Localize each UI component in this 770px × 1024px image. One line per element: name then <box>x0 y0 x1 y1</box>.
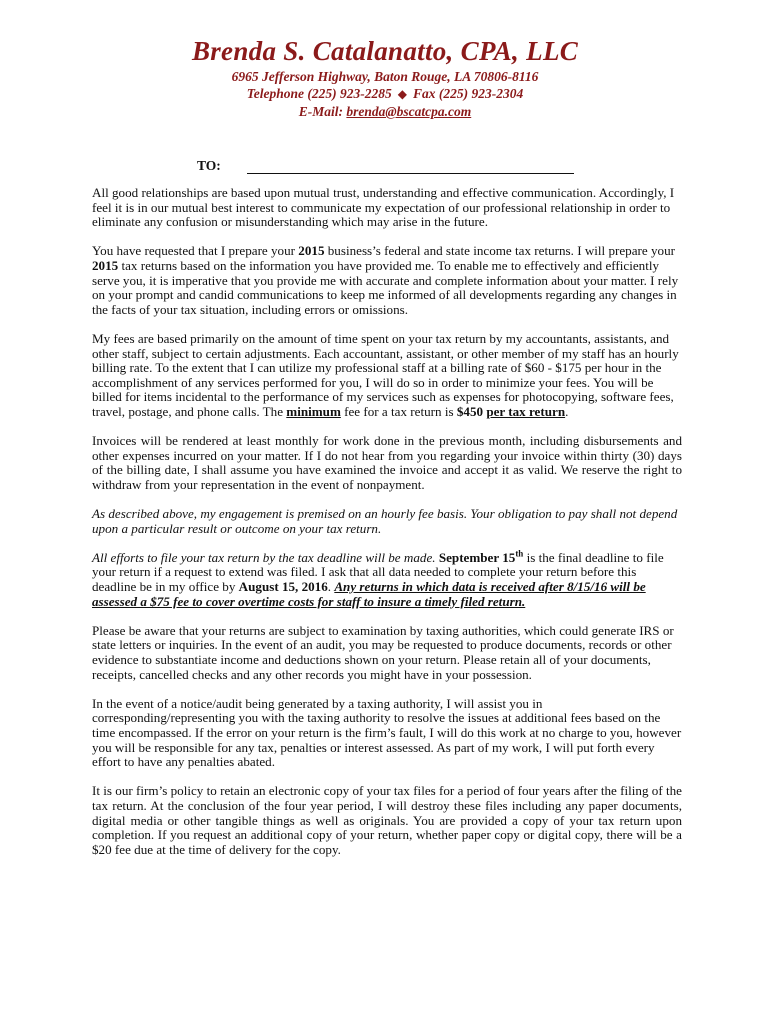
to-label: TO: <box>197 158 221 173</box>
paragraph-fees <box>92 332 682 420</box>
p3-text-a: My fees are based primarily on the amount of time spent on your tax return by my accountants, assistants, and other staff, subject to certain adjustments. Each accountant, assistant, or other member of my staff has an hourly billing rate. To the extent that I can utilize my professional staff at a billing rate of $60 - $175 per hour in the accomplishment of any services performed for you, I will do so in order to minimize your fees. You will be billed for items incidental to the performance of my services such as expenses for photocopying, software fees, travel, postage, and phone calls. The <box>92 330 679 419</box>
p2-text-a: You have requested that I prepare your <box>92 243 299 259</box>
deadline-date <box>439 550 524 565</box>
diamond-icon: ◆ <box>397 87 407 101</box>
letterhead <box>0 34 770 120</box>
paragraph-examination: Please be aware that your returns are subject to examination by taxing authorities, which could generate IRS or state letters or inquiries. In the event of an audit, you may be requested to produce documents, records or other evidence to substantiate income and deductions shown on your return. Please retain all of your documents, receipts, cancelled checks and any other records you might have in your possession. <box>92 622 674 682</box>
email-link[interactable]: brenda@bscatcpa.com <box>346 104 472 119</box>
p6-text-b: is the final deadline to file your return if a request to extend was filed. I ask that all data needed to complete your return before this deadline be in my office by <box>92 549 664 595</box>
email-label: E-Mail: <box>298 104 344 119</box>
recipient-blank-line <box>247 161 574 174</box>
recipient-row <box>197 158 574 174</box>
tax-year: 2015 <box>298 243 325 259</box>
p3-text-b: fee for a tax return is <box>340 403 457 419</box>
contact-email <box>0 103 770 120</box>
minimum-fee-amount: $450 <box>456 403 484 419</box>
telephone: Telephone (225) 923-2285 <box>246 86 392 101</box>
firm-address: 6965 Jefferson Highway, Baton Rouge, LA 70806-8116 <box>231 69 539 84</box>
late-fee-notice: Any returns in which data is received after 8/15/16 will be assessed a $75 fee to cover overtime costs for staff to insure a timely filed return. <box>92 579 646 609</box>
p6-text-c: . <box>327 579 335 595</box>
firm-name: Brenda S. Catalanatto, CPA, LLC <box>191 36 579 66</box>
paragraph-deadline <box>92 548 682 609</box>
deadline-text: September 15 <box>438 549 516 565</box>
fax: Fax (225) 923-2304 <box>412 86 524 101</box>
contact-phone-fax <box>0 85 770 103</box>
paragraph-tax-returns <box>92 244 682 317</box>
tax-year: 2015 <box>92 257 119 273</box>
minimum-word: minimum <box>286 403 341 419</box>
paragraph-hourly-basis: As described above, my engagement is premised on an hourly fee basis. Your obligation to pay shall not depend upon a particular result or outcome on your tax return. <box>92 506 678 536</box>
paragraph-relationship: All good relationships are based upon mutual trust, understanding and effective communication. Accordingly, I feel it is in our mutual best interest to communicate my expectation of our professional relationship in order to eliminate any confusion or misunderstanding which may arise in the future. <box>92 185 675 230</box>
p3-end: . <box>565 403 569 419</box>
per-tax-return: per tax return <box>486 403 566 419</box>
p2-text-b: business’s federal and state income tax returns. I will prepare your <box>324 243 675 259</box>
paragraph-invoices: Invoices will be rendered at least monthly for work done in the previous month, including disbursements and other expenses incurred on your matter. If I do not hear from you regarding your invoice within thirty (30) days of the billing date, I shall assume you have examined the invoice and accept it as valid. We reserve the right to withdraw from your representation in the event of nonpayment. <box>92 433 682 492</box>
deadline-suffix: th <box>515 548 524 559</box>
letter-body <box>92 186 682 872</box>
p6-text-a: All efforts to file your tax return by the tax deadline will be made. <box>92 549 436 565</box>
data-due-date: August 15, 2016 <box>238 579 328 595</box>
p2-text-c: tax returns based on the information you have provided me. To enable me to effectively and efficiently serve you, it is imperative that you provide me with accurate and complete information about your matter. I rely on your prompt and candid communications to keep me informed of all developments regarding any changes in the facts of your tax situation, including errors or omissions. <box>92 257 679 317</box>
paragraph-retention: It is our firm’s policy to retain an electronic copy of your tax files for a period of four years after the filing of the tax return. At the conclusion of the four year period, I will destroy these files including any paper documents, digital media or other tangible things as well as originals. You are provided a copy of your tax return upon completion. If you request an additional copy of your return, whether paper copy or digital copy, there will be a $20 fee due at the time of delivery for the copy. <box>92 783 682 857</box>
paragraph-audit: In the event of a notice/audit being generated by a taxing authority, I will assist you in corresponding/representing you with the taxing authority to resolve the issues at additional fees based on the time encompassed. If the error on your return is the firm’s fault, I will do this work at no charge to you, however you will be responsible for any tax, penalties or interest assessed. As part of my work, I will put forth every effort to have any penalties abated. <box>92 695 682 770</box>
